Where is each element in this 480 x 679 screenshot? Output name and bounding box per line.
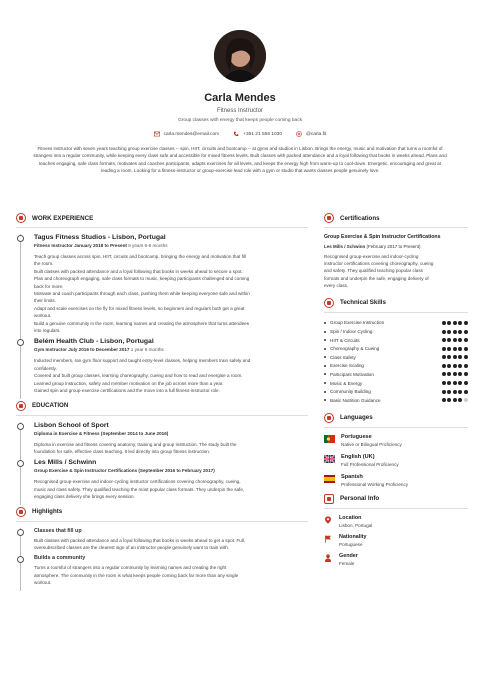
candidate-name: Carla Mendes <box>204 92 276 104</box>
rating-dot <box>464 364 468 368</box>
bullet-icon <box>324 373 326 375</box>
desc-line: Diploma in exercise and fitness covering anatomy, training and group instruction. The study built the <box>34 441 237 447</box>
tagline: Group classes with energy that keeps people coming back <box>178 118 302 123</box>
profile-photo <box>214 30 266 82</box>
globe-icon <box>324 413 334 423</box>
work-entry <box>16 338 308 394</box>
rating-dot <box>453 398 457 402</box>
education-heading: EDUCATION <box>16 401 308 416</box>
skill-name: Class Safety <box>324 355 356 360</box>
desc-line: Built classes with packed attendance and a loyal following that books in weeks ahead to secure a spot. <box>34 268 243 274</box>
desc-line: Built classes with packed attendance and a loyal following that books in weeks ahead to get a spot. Full, <box>34 537 246 543</box>
rating-dot <box>458 398 462 402</box>
skill-row <box>324 387 468 396</box>
degree-dates: Group Exercise & Spin Instructor Certifications (September 2016 to February 2017) <box>34 468 215 474</box>
rating-dot <box>458 355 462 359</box>
certification-title: Group Exercise & Spin Instructor Certifications <box>324 234 441 240</box>
rating-dot <box>464 398 468 402</box>
handle-text: @carla.fit <box>306 131 327 137</box>
company-name: Belém Health Club - Lisbon, Portugal <box>34 338 154 346</box>
rating-dot <box>453 381 457 385</box>
languages-heading: Languages <box>324 413 468 428</box>
rating-dot <box>447 381 451 385</box>
toolbox-icon <box>324 298 334 308</box>
language-item <box>324 434 468 447</box>
rating-dot <box>442 398 446 402</box>
personal-label: Gender <box>339 552 358 559</box>
school-name: Les Mills / Schwinn <box>34 459 97 467</box>
rating-dot <box>458 390 462 394</box>
skill-row <box>324 344 468 353</box>
highlight-title: Builds a community <box>34 555 86 562</box>
rating-dot <box>442 330 446 334</box>
highlights-heading: Highlights <box>16 507 308 522</box>
personal-value: Female <box>339 560 355 566</box>
personal-label: Nationality <box>339 533 367 540</box>
desc-line: formats and underpin the safe, engaging delivery of <box>324 275 429 281</box>
desc-line: Gained spin and group-exercise certifications and the move into a full fitness-instructor role. <box>34 388 220 394</box>
skill-rating <box>442 355 468 359</box>
desc-line: atmosphere. The community in the room is what keeps people coming back far more than any single <box>34 572 239 578</box>
handle-contact[interactable] <box>296 131 326 137</box>
rating-dot <box>464 338 468 342</box>
bullet-icon <box>324 365 326 367</box>
skill-name: Spin / Indoor Cycling <box>324 329 372 334</box>
rating-dot <box>458 364 462 368</box>
language-item <box>324 474 468 487</box>
education-description <box>34 478 308 500</box>
desc-line: the room. <box>34 261 54 267</box>
rating-dot <box>447 347 451 351</box>
skill-row <box>324 362 468 371</box>
desc-line: oversubscribed classes are the clearest sign of an instructor people genuinely want to train with. <box>34 544 230 550</box>
rating-dot <box>453 355 457 359</box>
rating-dot <box>447 355 451 359</box>
briefcase-icon <box>16 213 26 223</box>
company-name: Tagus Fitness Studios - Lisbon, Portugal <box>34 234 166 241</box>
desc-line: and safety. They qualified teaching popular class <box>324 268 423 274</box>
desc-line: Covered and built group classes, learning choreography, cueing and how to read and energise a room. <box>34 373 243 379</box>
desc-line: Plan and choreograph engaging, safe class formats to music, keeping participants challenged and coming <box>34 276 250 282</box>
desc-line: music and class safety. They qualified teaching the most popular class formats. They underpin the safe, <box>34 486 245 492</box>
skill-row <box>324 319 468 328</box>
rating-dot <box>458 347 462 351</box>
desc-line: their limits. <box>34 298 56 304</box>
highlight-description <box>34 564 308 586</box>
skill-rating <box>442 347 468 351</box>
desc-line: engaging class delivery she brings every session. <box>34 494 135 500</box>
rating-dot <box>453 390 457 394</box>
certificate-icon <box>324 213 334 223</box>
certification-description <box>324 253 468 290</box>
skill-rating <box>442 398 468 402</box>
professional-summary: Fitness instructor with seven years teaching group exercise classes -- spin, HIIT, circuits and bootcamp -- at gyms and studios in Lisbon. Brings the energy, music and motivation that turns a roomful of strangers into a regular community, while keeping every class safe and accessible for mixed fitness levels. Built classes with packed attendance and a loyal following that books in weeks ahead. Plans and teaches engaging, safe class formats, motivates and coaches participants, adapts exercises for all levels, and keeps the energy high from warm-up to cool-down. Energetic, encouraging and great at reading a room. Looking for a fitness-instructor or group-exercise lead role with a gym or studio that wants classes people genuinely love. <box>33 146 447 174</box>
skill-rating <box>442 390 468 394</box>
phone-text: +351 21 555 1030 <box>243 131 282 137</box>
bullet-icon <box>324 331 326 333</box>
work-description <box>34 357 308 394</box>
language-item <box>324 454 468 467</box>
desc-line: Turns a roomful of strangers into a regular community by learning names and creating the right <box>34 565 227 571</box>
personal-item <box>324 515 468 528</box>
bullet-icon <box>324 356 326 358</box>
skills-heading: Technical Skills <box>324 298 468 313</box>
skill-row <box>324 379 468 388</box>
language-level: Native or Bilingual Proficiency <box>341 441 402 447</box>
bullet-icon <box>324 391 326 393</box>
desc-line: Recognised group-exercise and indoor-cycling <box>324 253 419 259</box>
skill-name: HIIT & Circuits <box>324 338 360 343</box>
skill-name: Community Building <box>324 389 371 394</box>
rating-dot <box>442 381 446 385</box>
phone-contact[interactable] <box>233 131 282 137</box>
rating-dot <box>447 364 451 368</box>
desc-line: every class. <box>324 283 349 289</box>
gender-icon <box>324 554 332 562</box>
language-name: Portuguese <box>341 433 372 440</box>
skill-rating <box>442 364 468 368</box>
portugal-flag-icon <box>324 435 335 443</box>
work-description <box>34 253 308 334</box>
highlight-entry <box>16 528 308 552</box>
work-experience-heading: WORK EXPERIENCE <box>16 213 308 228</box>
at-icon <box>296 131 302 137</box>
highlight-entry <box>16 555 308 586</box>
rating-dot <box>453 372 457 376</box>
rating-dot <box>442 390 446 394</box>
skill-name: Choreography & Cueing <box>324 346 379 351</box>
rating-dot <box>453 338 457 342</box>
skill-rating <box>442 338 468 342</box>
skill-rating <box>442 330 468 334</box>
desc-line: Adapt and scale exercises on the fly for mixed fitness levels, so beginners and regulars both get a great <box>34 305 245 311</box>
desc-line: workout. <box>34 580 52 586</box>
highlight-description <box>34 537 308 552</box>
skill-name: Music & Energy <box>324 381 362 386</box>
timeline-dot <box>17 339 24 346</box>
language-level: Full Professional Proficiency <box>341 461 399 467</box>
email-text: carla.mendes@email.com <box>163 131 220 137</box>
right-column <box>324 213 468 572</box>
personal-value: Portuguese <box>339 541 363 547</box>
skill-row <box>324 353 468 362</box>
rating-dot <box>464 381 468 385</box>
rating-dot <box>453 321 457 325</box>
skill-rating <box>442 372 468 376</box>
rating-dot <box>442 372 446 376</box>
timeline-dot <box>17 529 24 536</box>
resume-header <box>0 30 480 175</box>
desc-line: back for more. <box>34 283 64 289</box>
spain-flag-icon <box>324 475 335 483</box>
desc-line: Build a genuine community in the room, learning names and creating the atmosphere that turns attendees <box>34 320 250 326</box>
bullet-icon <box>324 382 326 384</box>
skill-name: Exercise Scaling <box>324 363 364 368</box>
skill-name: Basic Nutrition Guidance <box>324 398 381 403</box>
rating-dot <box>447 372 451 376</box>
id-card-icon <box>324 494 334 504</box>
rating-dot <box>447 390 451 394</box>
school-name: Lisbon School of Sport <box>34 421 109 429</box>
skills-list <box>324 319 468 405</box>
language-name: English (UK) <box>341 453 375 460</box>
certifications-heading: Certifications <box>324 213 468 228</box>
desc-line: instructor certifications covering choreography, cueing <box>324 261 434 266</box>
rating-dot <box>464 390 468 394</box>
rating-dot <box>458 338 462 342</box>
rating-dot <box>442 338 446 342</box>
rating-dot <box>458 330 462 334</box>
desc-line: Teach group classes across spin, HIIT, circuits and bootcamp, bringing the energy and motivation that fill <box>34 254 246 259</box>
rating-dot <box>458 321 462 325</box>
job-title: Fitness Instructor <box>216 108 263 114</box>
personal-item <box>324 553 468 566</box>
desc-line: foundation for safe, effective class teaching. It led directly into group fitness instruction. <box>34 448 211 454</box>
role-dates: Fitness Instructor January 2018 to Present 8 years 6-8 months <box>34 243 168 248</box>
desc-line: into regulars. <box>34 328 61 334</box>
graduation-cap-icon <box>16 401 26 411</box>
rating-dot <box>453 364 457 368</box>
uk-flag-icon <box>324 455 335 463</box>
contact-row <box>0 131 480 137</box>
personal-value: Lisbon, Portugal <box>339 522 373 528</box>
skill-name: Group Exercise Instruction <box>324 320 384 325</box>
rating-dot <box>458 381 462 385</box>
phone-icon <box>233 131 239 137</box>
rating-dot <box>447 398 451 402</box>
desc-line: Inducted members, ran gym floor support and taught entry-level classes, helping members train safely and <box>34 358 251 364</box>
rating-dot <box>442 347 446 351</box>
role-dates: Gym Instructor July 2016 to December 2017 1 year 6 months <box>34 347 164 353</box>
desc-line: Learned group instruction, safety and member motivation on the job across more than a year. <box>34 380 224 386</box>
language-name: Spanish <box>341 473 363 480</box>
rating-dot <box>464 347 468 351</box>
bullet-icon <box>324 399 326 401</box>
degree-dates: Diploma in Exercise & Fitness (September 2014 to June 2016) <box>34 430 169 436</box>
star-icon <box>16 507 26 517</box>
education-description <box>34 441 308 456</box>
timeline-dot <box>17 423 24 430</box>
timeline-dot <box>17 460 24 467</box>
rating-dot <box>464 321 468 325</box>
email-contact[interactable] <box>154 131 220 137</box>
rating-dot <box>447 330 451 334</box>
skill-rating <box>442 381 468 385</box>
desc-line: Motivate and coach participants through each class, pushing them while keeping everyone safe and within <box>34 291 250 297</box>
work-entry <box>16 234 308 334</box>
rating-dot <box>464 372 468 376</box>
timeline-dot <box>17 235 24 242</box>
timeline-dot <box>17 556 24 563</box>
rating-dot <box>464 355 468 359</box>
education-entry <box>16 422 308 456</box>
rating-dot <box>453 330 457 334</box>
bullet-icon <box>324 348 326 350</box>
location-icon <box>324 516 332 524</box>
certification-issuer: Les Mills / Schwinn (February 2017 to Present) <box>324 243 421 249</box>
language-level: Professional Working Proficiency <box>341 481 409 487</box>
skill-row <box>324 396 468 405</box>
skill-row <box>324 370 468 379</box>
skill-rating <box>442 321 468 325</box>
skill-row <box>324 327 468 336</box>
rating-dot <box>447 321 451 325</box>
bullet-icon <box>324 339 326 341</box>
personal-info-heading: Personal Info <box>324 494 468 509</box>
personal-label: Location <box>339 514 362 521</box>
personal-item <box>324 534 468 547</box>
rating-dot <box>442 364 446 368</box>
left-column <box>16 213 308 591</box>
rating-dot <box>464 330 468 334</box>
skill-name: Participant Motivation <box>324 372 374 377</box>
rating-dot <box>458 372 462 376</box>
education-entry <box>16 459 308 500</box>
desc-line: confidently. <box>34 365 57 371</box>
rating-dot <box>442 355 446 359</box>
desc-line: workout. <box>34 313 52 319</box>
desc-line: Recognised group-exercise and indoor-cycling instructor certifications covering choreography, cueing, <box>34 479 241 485</box>
rating-dot <box>442 321 446 325</box>
highlight-title: Classes that fill up <box>34 527 82 534</box>
flag-icon <box>324 535 332 543</box>
email-icon <box>154 131 160 137</box>
bullet-icon <box>324 322 326 324</box>
rating-dot <box>453 347 457 351</box>
rating-dot <box>447 338 451 342</box>
skill-row <box>324 336 468 345</box>
